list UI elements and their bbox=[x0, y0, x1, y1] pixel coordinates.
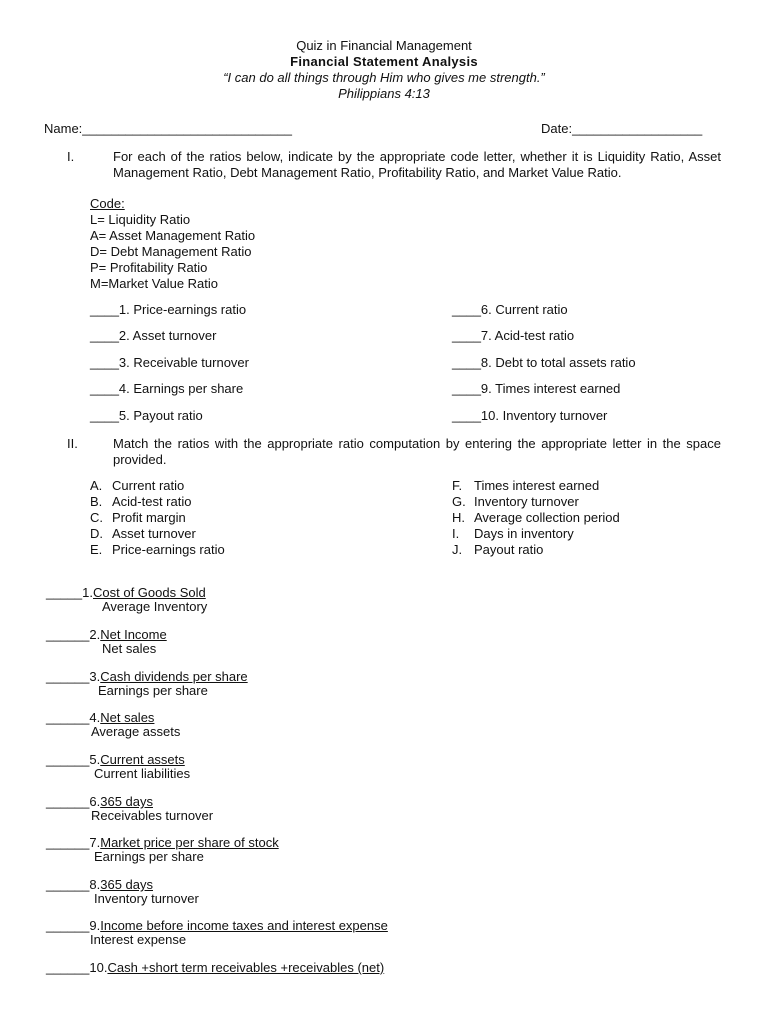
option-row bbox=[452, 526, 620, 542]
denominator: Receivables turnover bbox=[91, 808, 214, 823]
numerator: Cash dividends per share bbox=[100, 669, 248, 684]
document-header bbox=[0, 38, 768, 102]
computation-item-9[interactable] bbox=[46, 918, 388, 946]
ratio-item-1[interactable]: ____1. Price-earnings ratio bbox=[90, 302, 247, 317]
code-heading: Code: bbox=[90, 196, 125, 211]
answer-blank[interactable]: ______9. bbox=[46, 918, 101, 933]
option-letter: F. bbox=[452, 478, 463, 493]
section-2-instructions: Match the ratios with the appropriate ratio computation by entering the appropriate letter in the space provided. bbox=[113, 436, 721, 467]
denominator: Interest expense bbox=[90, 932, 187, 947]
document-title: Quiz in Financial Management bbox=[296, 38, 472, 53]
computation-item-4[interactable] bbox=[46, 710, 180, 738]
denominator: Average assets bbox=[91, 724, 181, 739]
option-row bbox=[452, 542, 620, 558]
answer-blank[interactable]: ______5. bbox=[46, 752, 101, 767]
ratio-item-3[interactable]: ____3. Receivable turnover bbox=[90, 355, 249, 370]
option-letter: C. bbox=[90, 510, 103, 525]
ratio-item-7[interactable]: ____7. Acid-test ratio bbox=[452, 328, 575, 343]
option-text: Profit margin bbox=[112, 510, 186, 525]
numerator: Net sales bbox=[100, 710, 155, 725]
name-field[interactable]: Name:_____________________________ bbox=[44, 121, 292, 136]
option-row bbox=[90, 542, 225, 558]
document-subtitle: Financial Statement Analysis bbox=[290, 54, 478, 69]
numerator: 365 days bbox=[100, 794, 153, 809]
option-letter: H. bbox=[452, 510, 465, 525]
answer-blank[interactable]: ______6. bbox=[46, 794, 101, 809]
denominator: Average Inventory bbox=[102, 599, 208, 614]
option-text: Days in inventory bbox=[474, 526, 574, 541]
computation-item-3[interactable] bbox=[46, 669, 248, 697]
code-item: M=Market Value Ratio bbox=[90, 276, 219, 291]
option-text: Acid-test ratio bbox=[112, 494, 192, 509]
option-row bbox=[90, 526, 225, 542]
ratio-item-4[interactable]: ____4. Earnings per share bbox=[90, 381, 244, 396]
code-item: D= Debt Management Ratio bbox=[90, 244, 252, 259]
section-1-instructions: For each of the ratios below, indicate by the appropriate code letter, whether it is Liquidity Ratio, Asset Management Ratio, Debt Management Ratio, Profitability Ratio, and Market Value Ratio. bbox=[113, 149, 721, 180]
code-item: P= Profitability Ratio bbox=[90, 260, 208, 275]
option-text: Times interest earned bbox=[474, 478, 600, 493]
computation-item-2[interactable] bbox=[46, 627, 167, 655]
section-2-number: II. bbox=[67, 436, 78, 451]
option-row bbox=[90, 510, 225, 526]
option-row bbox=[90, 478, 225, 494]
option-letter: D. bbox=[90, 526, 103, 541]
ratio-item-10[interactable]: ____10. Inventory turnover bbox=[452, 408, 608, 423]
computation-item-5[interactable] bbox=[46, 752, 190, 780]
denominator: Earnings per share bbox=[98, 683, 208, 698]
section-1-number: I. bbox=[67, 149, 75, 164]
ratio-item-9[interactable]: ____9. Times interest earned bbox=[452, 381, 621, 396]
option-letter: A. bbox=[90, 478, 103, 493]
option-letter: E. bbox=[90, 542, 103, 557]
denominator: Net sales bbox=[102, 641, 157, 656]
numerator: Cost of Goods Sold bbox=[93, 585, 206, 600]
code-legend bbox=[90, 196, 255, 292]
numerator: Current assets bbox=[100, 752, 185, 767]
option-text: Payout ratio bbox=[474, 542, 544, 557]
option-text: Price-earnings ratio bbox=[112, 542, 225, 557]
date-field[interactable]: Date:__________________ bbox=[541, 121, 703, 136]
numerator: Market price per share of stock bbox=[100, 835, 279, 850]
denominator: Earnings per share bbox=[94, 849, 204, 864]
code-item: A= Asset Management Ratio bbox=[90, 228, 256, 243]
numerator: Income before income taxes and interest expense bbox=[100, 918, 388, 933]
answer-blank[interactable]: ______7. bbox=[46, 835, 101, 850]
option-letter: J. bbox=[452, 542, 463, 557]
option-text: Average collection period bbox=[474, 510, 620, 525]
computation-item-6[interactable] bbox=[46, 794, 213, 822]
option-row bbox=[452, 510, 620, 526]
document-verse: Philippians 4:13 bbox=[338, 86, 430, 101]
answer-blank[interactable]: ______8. bbox=[46, 877, 101, 892]
options-left-list bbox=[90, 478, 225, 558]
option-letter: B. bbox=[90, 494, 103, 509]
numerator: 365 days bbox=[100, 877, 153, 892]
code-item: L= Liquidity Ratio bbox=[90, 212, 191, 227]
options-right-list bbox=[452, 478, 620, 558]
option-text: Inventory turnover bbox=[474, 494, 579, 509]
ratio-item-6[interactable]: ____6. Current ratio bbox=[452, 302, 568, 317]
numerator: Net Income bbox=[100, 627, 167, 642]
computation-item-10[interactable] bbox=[46, 960, 384, 974]
option-letter: I. bbox=[452, 526, 460, 541]
computation-item-7[interactable] bbox=[46, 835, 279, 863]
denominator: Inventory turnover bbox=[94, 891, 199, 906]
answer-blank[interactable]: ______10. bbox=[46, 960, 108, 975]
answer-blank[interactable]: ______4. bbox=[46, 710, 101, 725]
option-letter: G. bbox=[452, 494, 466, 509]
numerator: Cash +short term receivables +receivables (net) bbox=[107, 960, 385, 975]
computation-item-1[interactable] bbox=[46, 585, 207, 613]
document-quote: “I can do all things through Him who gives me strength.” bbox=[223, 70, 545, 85]
option-row bbox=[452, 478, 620, 494]
answer-blank[interactable]: ______2. bbox=[46, 627, 101, 642]
option-row bbox=[90, 494, 225, 510]
ratio-item-5[interactable]: ____5. Payout ratio bbox=[90, 408, 203, 423]
ratio-item-2[interactable]: ____2. Asset turnover bbox=[90, 328, 217, 343]
answer-blank[interactable]: ______3. bbox=[46, 669, 101, 684]
option-text: Asset turnover bbox=[112, 526, 196, 541]
option-text: Current ratio bbox=[112, 478, 185, 493]
denominator: Current liabilities bbox=[94, 766, 191, 781]
ratio-item-8[interactable]: ____8. Debt to total assets ratio bbox=[452, 355, 636, 370]
answer-blank[interactable]: _____1. bbox=[46, 585, 93, 600]
option-row bbox=[452, 494, 620, 510]
computation-item-8[interactable] bbox=[46, 877, 199, 905]
